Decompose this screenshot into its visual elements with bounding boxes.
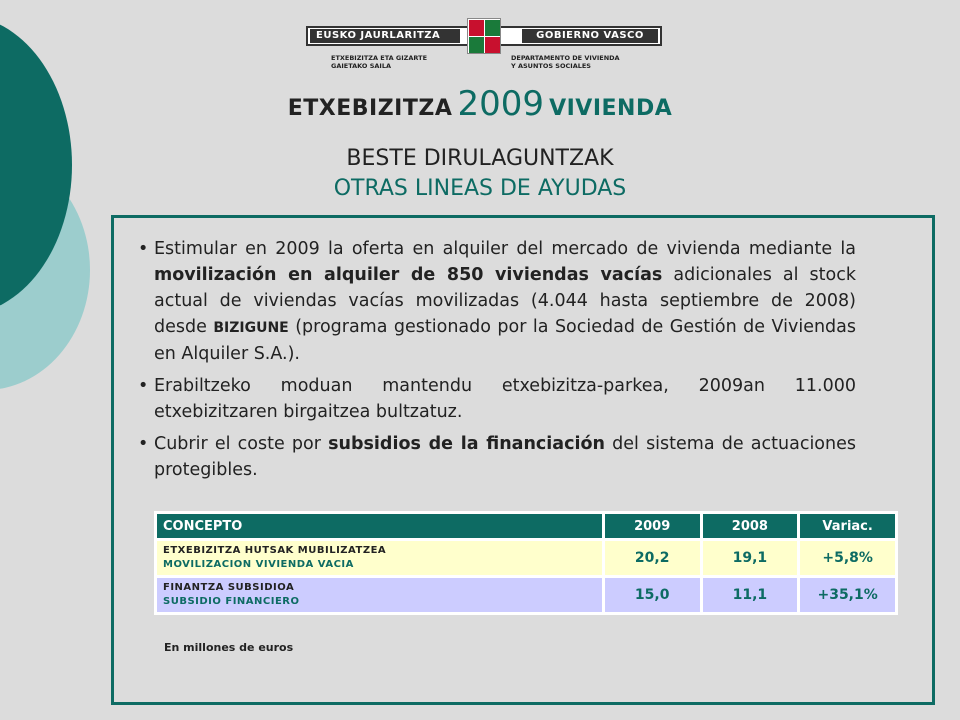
header-variation: Variac. (800, 514, 895, 538)
title-year: 2009 (457, 84, 544, 124)
table-footnote: En millones de euros (164, 641, 294, 654)
cell-2009: 15,0 (605, 578, 700, 612)
department-name-spanish: DEPARTAMENTO DE VIVIENDA Y ASUNTOS SOCIALES (511, 54, 620, 70)
subtitle-spanish: OTRAS LINEAS DE AYUDAS (333, 176, 627, 201)
row-label: FINANTZA SUBSIDIOA SUBSIDIO FINANCIERO (157, 578, 602, 612)
bullet-item-rehabilitation: • Erabiltzeko moduan mantendu etxebizitza-parkea, 2009an 11.000 etxebizitzaren birgaitzea bultzatuz. (136, 373, 856, 425)
cell-2008: 19,1 (703, 541, 798, 575)
bullet-item-subsidies: • Cubrir el coste por subsidios de la financiación del sistema de actuaciones protegibles. (136, 431, 856, 483)
subtitle-basque: BESTE DIRULAGUNTZAK (346, 146, 614, 171)
header-2008: 2008 (703, 514, 798, 538)
department-name-basque: ETXEBIZITZA ETA GIZARTE GAIETAKO SAILA (331, 54, 428, 70)
row-label: ETXEBIZITZA HUTSAK MUBILIZATZEA MOVILIZACION VIVIENDA VACIA (157, 541, 602, 575)
cell-variation: +5,8% (800, 541, 895, 575)
cell-variation: +35,1% (800, 578, 895, 612)
title-basque: ETXEBIZITZA (287, 96, 453, 121)
logo-text-basque: EUSKO JAURLARITZA (310, 29, 460, 43)
coat-of-arms-icon (467, 18, 501, 54)
table-row (157, 541, 895, 575)
table-row (157, 578, 895, 612)
cell-2008: 11,1 (703, 578, 798, 612)
bullet-list (136, 236, 856, 489)
content-panel (111, 215, 935, 705)
page-title (0, 84, 960, 124)
cell-2009: 20,2 (605, 541, 700, 575)
header-concept: CONCEPTO (157, 514, 602, 538)
logo-text-spanish: GOBIERNO VASCO (522, 29, 658, 43)
budget-table (154, 511, 898, 615)
bullet-item-rental: • Estimular en 2009 la oferta en alquiler del mercado de vivienda mediante la movilización en alquiler de 850 viviendas vacías adicionales al stock actual de viviendas vacías movilizadas (4.044 hasta septiembre de 2008) desde BIZIGUNE (programa gestionado por la Sociedad de Gestión de Viviendas en Alquiler S.A.). (136, 236, 856, 367)
table-header-row (157, 514, 895, 538)
header-2009: 2009 (605, 514, 700, 538)
title-spanish: VIVIENDA (549, 96, 673, 121)
